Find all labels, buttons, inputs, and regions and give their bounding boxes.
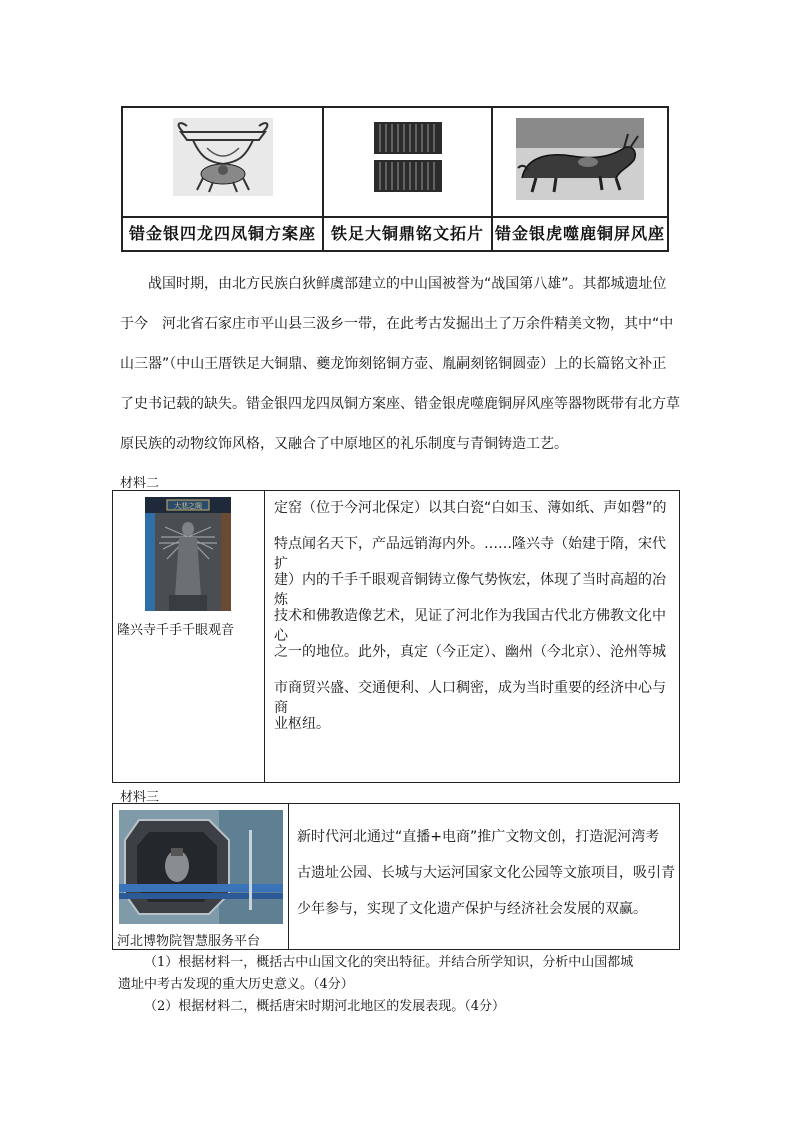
question-1-line-1: （1）根据材料一，概括古中山国文化的突出特征。并结合所学知识，分析中山国都城: [144, 955, 634, 970]
material3-line-2: 古遗址公园、长城与大运河国家文化公园等文旅项目，吸引青: [297, 865, 675, 881]
artifact-cell-2: [322, 108, 491, 250]
artifact-cell-1: [123, 108, 322, 250]
inscription-rubbing-icon: [370, 118, 446, 196]
material2-line-1: 定窑（位于今河北保定）以其白瓷“白如玉、薄如纸、声如磬”的: [274, 500, 667, 516]
material1-line-3: 山三器”（中山王厝铁足大铜鼎、夔龙饰刻铭铜方壶、胤嗣刻铭铜圆壶）上的长篇铭文补正: [120, 356, 667, 372]
bronze-table-stand-icon: [173, 118, 273, 196]
material2-line-7: 业枢纽。: [274, 716, 330, 732]
temple-plaque-text: 大悲之阁: [174, 502, 202, 510]
material2-line-5: 之一的地位。此外，真定（今正定）、幽州（今北京）、沧州等城: [274, 644, 666, 660]
material1-line-4: 了史书记载的缺失。错金银四龙四凤铜方案座、错金银虎噬鹿铜屏风座等器物既带有北方草: [120, 396, 680, 412]
material3-image-caption: 河北博物院智慧服务平台: [117, 934, 261, 949]
artifact-caption-2: 铁足大铜鼎铭文拓片: [324, 216, 491, 250]
material1-line-5: 原民族的动物纹饰风格，又融合了中原地区的礼乐制度与青铜铸造工艺。: [120, 436, 568, 452]
material3-text: [289, 804, 679, 949]
tiger-deer-screen-base-icon: [516, 118, 644, 200]
material1-line-2: 于今 河北省石家庄市平山县三汲乡一带，在此考古发掘出土了万余件精美文物，其中“中: [120, 316, 674, 332]
question-2: （2）根据材料二，概括唐宋时期河北地区的发展表现。（4分）: [144, 999, 506, 1014]
material3-image-cell: [113, 804, 289, 949]
artifact-caption-3: 错金银虎噬鹿铜屏风座: [493, 216, 667, 250]
question-1-line-2: 遗址中考古发现的重大历史意义。（4分）: [118, 977, 354, 992]
material3-line-1: 新时代河北通过“直播+电商”推广文物文创，打造泥河湾考: [297, 829, 660, 845]
material3-line-3: 少年参与，实现了文化遗产保护与经济社会发展的双赢。: [297, 901, 647, 917]
museum-platform-image: [119, 810, 283, 924]
questions: [118, 952, 684, 1018]
material2-text: [265, 491, 679, 782]
material2-label: 材料二: [120, 476, 160, 491]
material2-line-3: 建）内的千手千眼观音铜铸立像气势恢宏，体现了当时高超的冶炼: [274, 572, 666, 608]
material2-line-6: 市商贸兴盛、交通便利、人口稠密，成为当时重要的经济中心与商: [274, 680, 666, 716]
artifact-cell-3: [491, 108, 667, 250]
guanyin-statue-image: [145, 497, 231, 611]
material2-line-2: 特点闻名天下，产品远销海内外。……隆兴寺（始建于隋，宋代扩: [274, 536, 666, 572]
material3-label: 材料三: [120, 790, 160, 805]
material2-line-4: 技术和佛教造像艺术，见证了河北作为我国古代北方佛教文化中心: [274, 608, 666, 644]
material2-image-cell: [113, 491, 265, 782]
artifact-table: [121, 106, 669, 252]
material2-box: [112, 490, 680, 783]
artifact-caption-1: 错金银四龙四凤铜方案座: [123, 216, 322, 250]
material3-box: [112, 803, 680, 950]
material1-paragraph: [120, 268, 680, 468]
material2-image-caption: 隆兴寺千手千眼观音: [117, 623, 235, 638]
material1-line-1: 战国时期，由北方民族白狄鲜虞部建立的中山国被誉为“战国第八雄”。其都城遗址位: [148, 276, 667, 292]
